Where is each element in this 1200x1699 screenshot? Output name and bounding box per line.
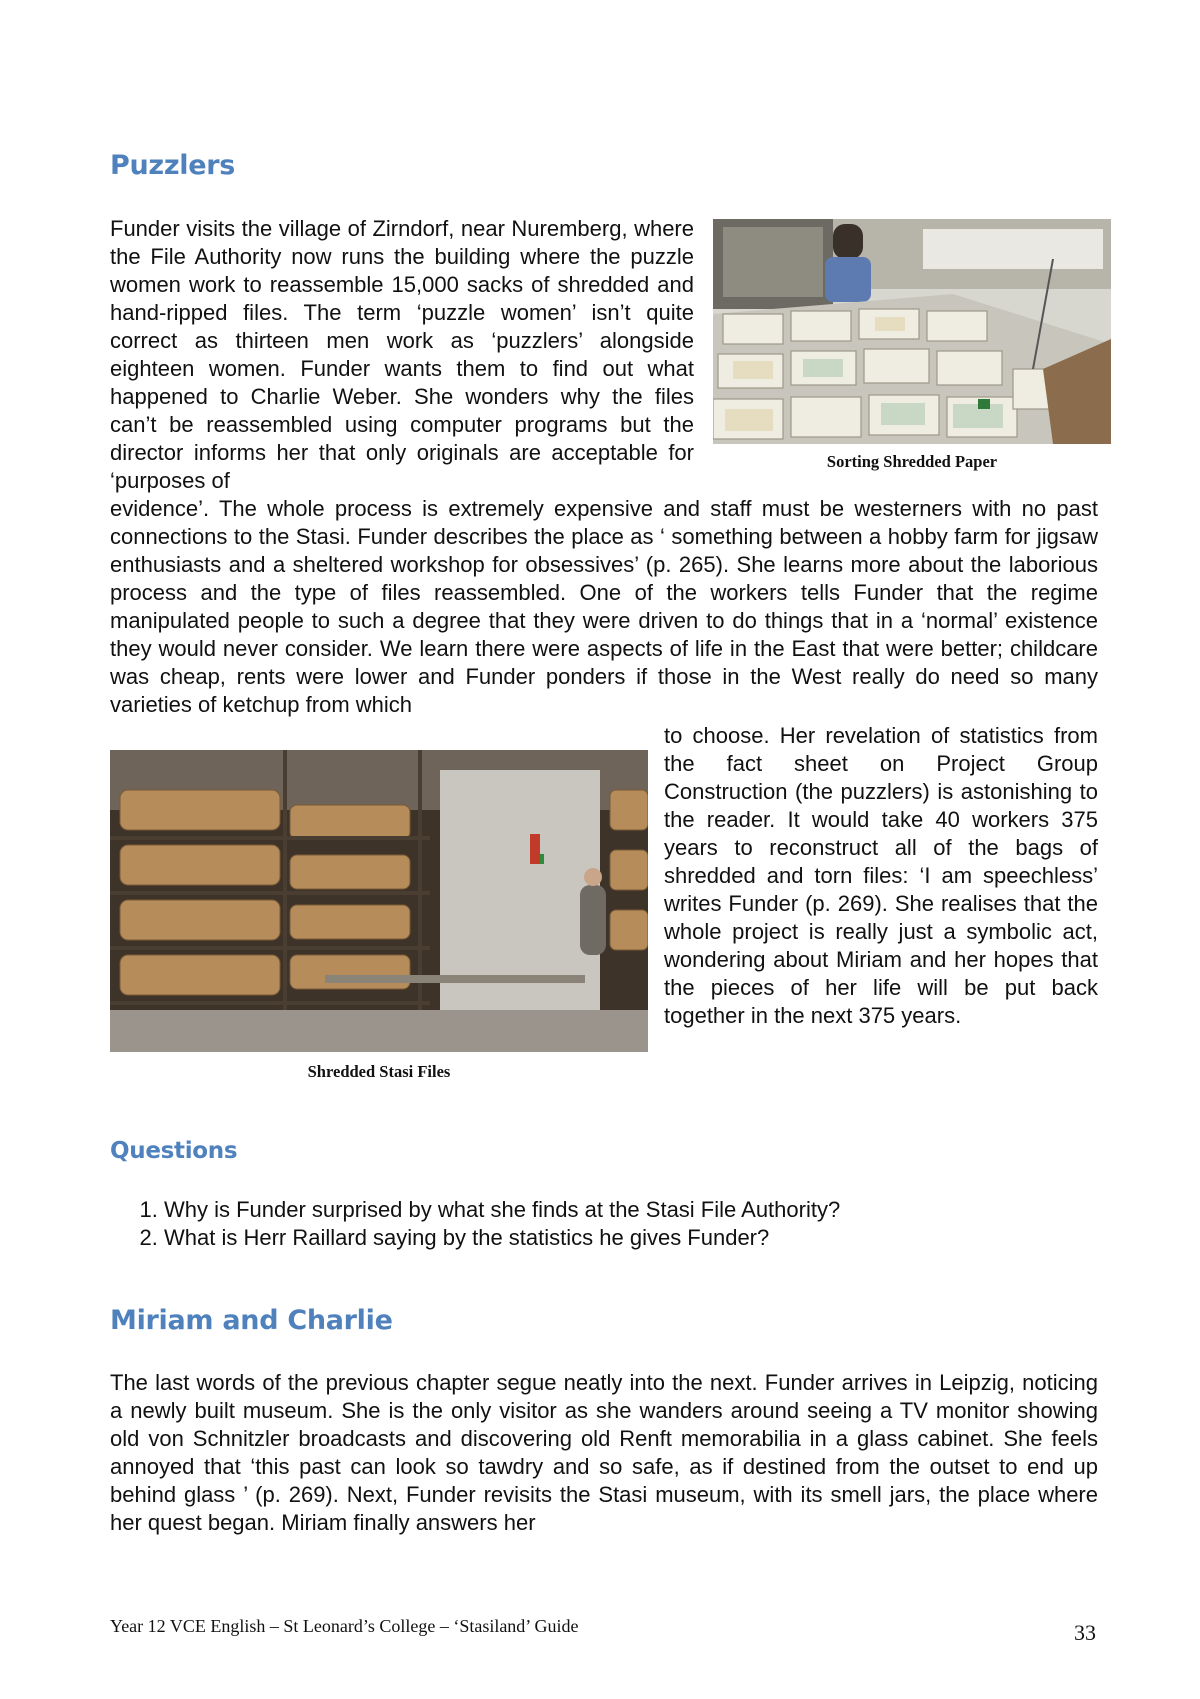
section-heading-miriam-and-charlie: Miriam and Charlie — [110, 1305, 393, 1336]
question-item: 2. What is Herr Raillard saying by the statistics he gives Funder? — [164, 1224, 1104, 1252]
question-item: 1. Why is Funder surprised by what she finds at the Stasi File Authority? — [164, 1196, 1104, 1224]
shredded-stasi-files-photo — [110, 750, 648, 1052]
puzzlers-paragraph-wrap-right: to choose. Her revelation of statistics from the fact sheet on Project Group Construction (the puzzlers) is astonishing to the reader. It would take 40 workers 375 years to reconstruct all of the bags of shredded and torn files: ‘I am speechless’ writes Funder (p. 269). She realises that the whole project is really just a symbolic act, wondering about Miriam and her hopes that the pieces of her life will be put back together in the next 375 years. — [664, 723, 1098, 1028]
miriam-and-charlie-paragraph: The last words of the previous chapter segue neatly into the next. Funder arrives in Leipzig, noticing a newly built museum. She is the only visitor as she wanders around seeing a TV monitor showing old von Schnitzler broadcasts and discovering old Renft memorabilia in a glass cabinet. She feels annoyed that ‘this past can look so tawdry and so safe, as if destined from the outset to end up behind glass ’ (p. 269). Next, Funder revisits the Stasi museum, with its smell jars, the place where her quest began. Miriam finally answers her — [110, 1370, 1098, 1535]
section-heading-questions: Questions — [110, 1138, 238, 1164]
page-footer: Year 12 VCE English – St Leonard’s College – ‘Stasiland’ Guide — [110, 1616, 579, 1636]
section-heading-puzzlers: Puzzlers — [110, 150, 235, 181]
questions-list — [138, 1196, 1104, 1252]
figure-caption-shredded-stasi-files: Shredded Stasi Files — [307, 1062, 451, 1081]
figure-caption-sorting-shredded-paper: Sorting Shredded Paper — [826, 452, 998, 471]
page-number: 33 — [1074, 1620, 1096, 1645]
puzzlers-paragraph-wrap-left: Funder visits the village of Zirndorf, near Nuremberg, where the File Authority now runs the building where the puzzle women work to reassemble 15,000 sacks of shredded and hand-ripped files. The term ‘puzzle women’ isn’t quite correct as thirteen men work as ‘puzzlers’ alongside eighteen women. Funder wants them to find out what happened to Charlie Weber. She wonders why the files can’t be reassembled using computer programs but the director informs her that only originals are acceptable for ‘purposes of — [110, 216, 694, 493]
puzzlers-paragraph-full: evidence’. The whole process is extremely expensive and staff must be westerners with no past connections to the Stasi. Funder describes the place as ‘ something between a hobby farm for jigsaw enthusiasts and a sheltered workshop for obsessives’ (p. 265). She learns more about the laborious process and the type of files reassembled. One of the workers tells Funder that the regime manipulated people to such a degree that they were driven to do things that in a ‘normal’ existence they would never consider. We learn there were aspects of life in the East that were better; childcare was cheap, rents were lower and Funder ponders if those in the West really do need so many varieties of ketchup from which — [110, 496, 1098, 717]
sorting-shredded-paper-photo — [713, 219, 1111, 444]
